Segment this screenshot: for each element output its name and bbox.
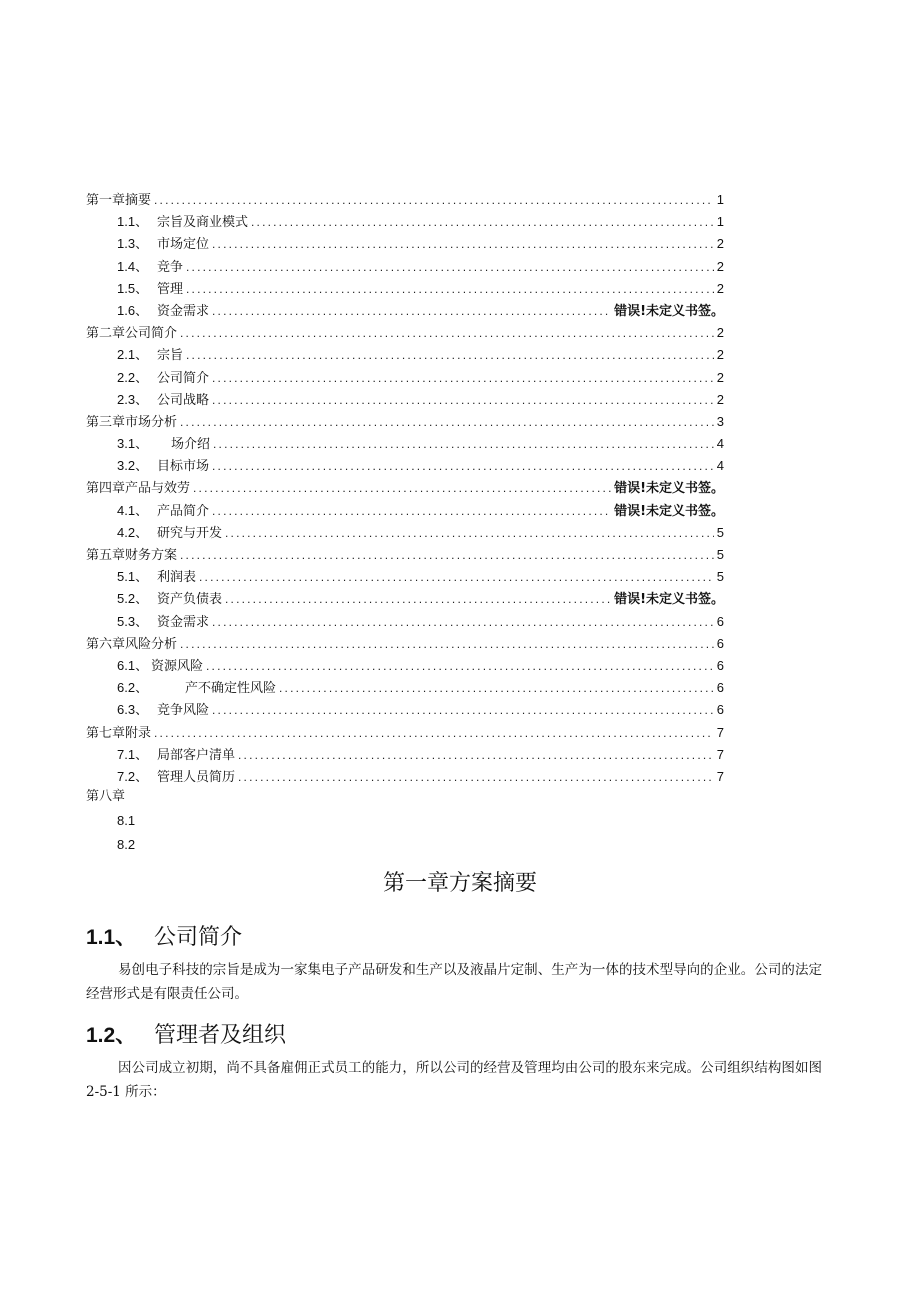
toc-entry-error: 错误!未定义书签。 <box>614 481 724 497</box>
toc-entry-title: 产品简介 <box>157 503 210 519</box>
toc-entry[interactable] <box>86 455 724 477</box>
toc-entry[interactable] <box>86 566 724 588</box>
toc-entry[interactable] <box>86 633 724 655</box>
toc-entry-title: 第六章风险分析 <box>86 636 178 652</box>
toc-entry-page: 7 <box>716 724 724 740</box>
toc-entry-page: 1 <box>716 192 724 207</box>
toc-entry[interactable] <box>86 544 724 566</box>
toc-entry-page: 6 <box>716 680 724 696</box>
toc-entry-number: 3.2、 <box>117 458 149 474</box>
toc-leader-dots <box>212 367 714 389</box>
toc-chapter-8[interactable]: 第八章 <box>86 789 126 804</box>
toc-entry[interactable] <box>86 522 724 544</box>
toc-leader-dots <box>199 566 714 588</box>
toc-entry-number: 1.4、 <box>117 258 149 274</box>
toc-entry-number: 6.2、 <box>117 680 149 696</box>
toc-entry-title: 目标市场 <box>157 459 210 475</box>
section-heading-1-2 <box>86 1018 286 1049</box>
toc-entry-number: 4.2、 <box>117 524 149 540</box>
toc-entry-title: 第七章附录 <box>86 725 152 741</box>
toc-entry-page: 6 <box>716 657 724 673</box>
toc-entry-error: 错误!未定义书签。 <box>614 592 724 608</box>
toc-entry-number: 2.1、 <box>117 347 149 363</box>
toc-entry-number: 2.2、 <box>117 369 149 385</box>
toc-entry-title: 资金需求 <box>157 303 210 319</box>
toc-entry[interactable] <box>86 722 724 744</box>
toc-entry[interactable] <box>86 256 724 278</box>
toc-entry[interactable] <box>86 655 724 677</box>
toc-entry-title: 局部客户清单 <box>157 747 236 763</box>
toc-entry[interactable] <box>86 477 724 499</box>
toc-entry[interactable] <box>86 433 724 455</box>
toc-leader-dots <box>212 300 611 322</box>
toc-entry-title: 竞争 <box>157 259 184 275</box>
toc-entry-title: 管理 <box>157 281 184 297</box>
toc-entry-error: 错误!未定义书签。 <box>614 503 724 519</box>
toc-entry-number: 5.1、 <box>117 569 149 585</box>
toc-entry-title: 第一章摘要 <box>86 193 152 208</box>
toc-leader-dots <box>180 633 714 655</box>
toc-entry-page: 6 <box>716 702 724 718</box>
toc-entry-number: 2.3、 <box>117 391 149 407</box>
toc-entry[interactable] <box>86 744 724 766</box>
section-number: 1.2、 <box>86 1024 137 1047</box>
toc-leader-dots <box>186 344 714 366</box>
toc-leader-dots <box>206 655 714 677</box>
toc-entry[interactable] <box>86 500 724 522</box>
toc-leader-dots <box>212 389 714 411</box>
toc-leader-dots <box>212 500 611 522</box>
toc-entry[interactable] <box>86 699 724 721</box>
toc-leader-dots <box>279 677 714 699</box>
toc-entry-number: 1.6、 <box>117 302 149 318</box>
toc-entry[interactable] <box>86 300 724 322</box>
toc-leader-dots <box>212 233 714 255</box>
toc-entry[interactable] <box>86 588 724 610</box>
toc-entry-page: 3 <box>716 413 724 429</box>
toc-leader-dots <box>180 411 714 433</box>
toc-leader-dots <box>225 588 611 610</box>
toc-entry-page: 5 <box>716 569 724 585</box>
toc-leader-dots <box>154 722 714 744</box>
toc-entry-page: 5 <box>716 547 724 562</box>
toc-entry-number: 5.3、 <box>117 613 149 629</box>
toc-leader-dots <box>186 278 714 300</box>
toc-entry-page: 4 <box>716 458 724 474</box>
toc-entry-title: 资产负债表 <box>157 592 223 608</box>
toc-leader-dots <box>251 211 714 233</box>
toc-leader-dots <box>154 189 714 211</box>
toc-entry[interactable] <box>86 411 724 433</box>
toc-entry[interactable] <box>86 611 724 633</box>
toc-entry-number: 1.3、 <box>117 236 149 252</box>
toc-entry-page: 6 <box>716 613 724 629</box>
toc-entry[interactable] <box>86 233 724 255</box>
toc-leader-dots <box>186 256 714 278</box>
toc-entry-title: 竞争风险 <box>157 703 210 719</box>
toc-entry-number: 7.1、 <box>117 746 149 762</box>
toc-tail <box>86 785 724 857</box>
toc-item-8-2[interactable]: 8.2 <box>117 837 136 852</box>
toc-entry-page: 7 <box>716 746 724 762</box>
toc-leader-dots <box>212 455 714 477</box>
toc-entry-number: 4.1、 <box>117 502 149 518</box>
toc-entry-page: 2 <box>716 347 724 363</box>
toc-entry-title: 产不确定性风险 <box>185 681 277 697</box>
toc-entry-title: 宗旨 <box>157 348 184 364</box>
toc-entry-number: 7.2、 <box>117 768 149 784</box>
toc-leader-dots <box>212 611 714 633</box>
toc-leader-dots <box>238 744 714 766</box>
toc-entry[interactable] <box>86 189 724 211</box>
toc-leader-dots <box>193 477 611 499</box>
toc-entry-title: 第四章产品与效劳 <box>86 481 191 497</box>
toc-entry-error: 错误!未定义书签。 <box>614 303 724 319</box>
toc-entry-page: 2 <box>716 369 724 385</box>
toc-leader-dots <box>180 544 714 566</box>
toc-entry-number: 3.1、 <box>117 436 149 452</box>
section-title: 公司简介 <box>154 925 243 950</box>
toc-entry-title: 第五章财务方案 <box>86 548 178 563</box>
section-number: 1.1、 <box>86 926 137 949</box>
toc-entry-title: 第二章公司简介 <box>86 326 178 342</box>
toc-entry-page: 2 <box>716 325 724 341</box>
toc-entry-title: 利润表 <box>157 570 197 586</box>
toc-entry-number: 1.1、 <box>117 214 149 230</box>
toc-entry-title: 公司简介 <box>157 370 210 386</box>
toc-entry-title: 市场定位 <box>157 237 210 253</box>
toc-entry-page: 2 <box>716 258 724 274</box>
toc-entry-page: 7 <box>716 768 724 784</box>
toc-entry-title: 宗旨及商业模式 <box>157 215 249 231</box>
toc-entry-page: 1 <box>716 214 724 230</box>
toc-entry-title: 管理人员简历 <box>157 769 236 785</box>
toc-entry-page: 2 <box>716 236 724 252</box>
toc-entry-title: 第三章市场分析 <box>86 414 178 430</box>
toc-entry[interactable] <box>86 344 724 366</box>
toc-entry[interactable] <box>86 211 724 233</box>
toc-entry-page: 5 <box>716 524 724 540</box>
table-of-contents <box>86 189 724 788</box>
toc-leader-dots <box>180 322 714 344</box>
chapter-title: 第一章方案摘要 <box>382 871 537 896</box>
toc-entry-number: 1.5、 <box>117 280 149 296</box>
toc-entry-number: 6.1、 <box>117 657 149 673</box>
toc-entry-page: 2 <box>716 280 724 296</box>
toc-entry-page: 4 <box>716 436 724 452</box>
toc-entry-title: 公司战略 <box>157 392 210 408</box>
toc-entry-title: 研究与开发 <box>157 525 223 541</box>
toc-leader-dots <box>212 699 714 721</box>
toc-entry-title: 资金需求 <box>157 614 210 630</box>
toc-entry[interactable] <box>86 389 724 411</box>
toc-item-8-1[interactable]: 8.1 <box>117 813 136 828</box>
toc-entry-number: 6.3、 <box>117 702 149 718</box>
toc-leader-dots <box>225 522 714 544</box>
toc-entry[interactable] <box>86 278 724 300</box>
toc-entry-title: 资源风险 <box>151 658 204 674</box>
toc-leader-dots <box>213 433 714 455</box>
section-heading-1-1 <box>86 920 242 951</box>
toc-entry[interactable] <box>86 322 724 344</box>
section-title: 管理者及组织 <box>154 1023 287 1048</box>
toc-entry-page: 6 <box>716 635 724 651</box>
toc-entry[interactable] <box>86 677 724 699</box>
section-paragraph-1-1: 易创电子科技的宗旨是成为一家集电子产品研发和生产以及液晶片定制、生产为一体的技术型导向的企业。公司的法定经营形式是有限责任公司。 <box>86 962 822 1002</box>
toc-entry-title: 场介绍 <box>171 437 211 453</box>
toc-entry-page: 2 <box>716 391 724 407</box>
toc-entry[interactable] <box>86 367 724 389</box>
section-paragraph-1-2: 因公司成立初期，尚不具备雇佣正式员工的能力，所以公司的经营及管理均由公司的股东来完成。公司组织结构图如图 2-5-1 所示： <box>86 1060 822 1100</box>
toc-entry-number: 5.2、 <box>117 591 149 607</box>
